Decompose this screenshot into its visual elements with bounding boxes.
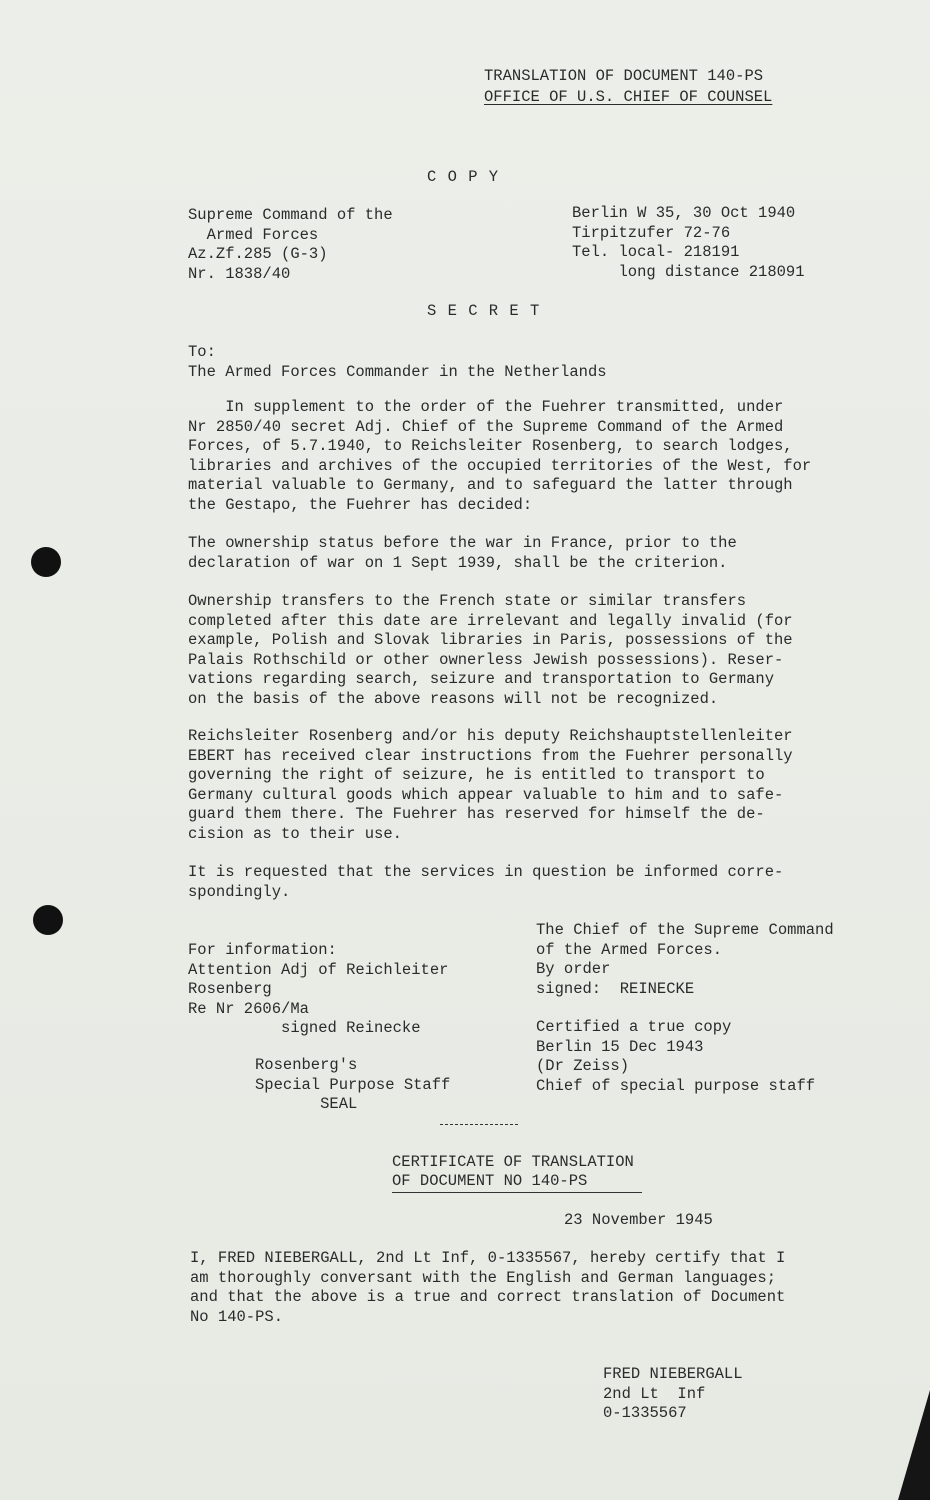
body-paragraph-5 bbox=[188, 863, 783, 902]
info-line: signed Reinecke bbox=[188, 1019, 421, 1037]
certified-line: (Dr Zeiss) bbox=[536, 1057, 630, 1075]
body-line: on the basis of the above reasons will not be recognized. bbox=[188, 689, 719, 708]
recipient-to: To: bbox=[188, 343, 216, 361]
punch-hole bbox=[31, 547, 61, 577]
body-paragraph-4 bbox=[188, 727, 793, 844]
translator-line: 2nd Lt Inf bbox=[603, 1384, 706, 1403]
body-line: governing the right of seizure, he is entitled to transport to bbox=[188, 766, 765, 784]
signature-line: signed: REINECKE bbox=[536, 979, 695, 998]
address-line: Tel. local- 218191 bbox=[572, 243, 740, 261]
translator-signature bbox=[603, 1365, 743, 1424]
body-line: Forces, of 5.7.1940, to Reichsleiter Rosenberg, to search lodges, bbox=[188, 437, 793, 455]
certificate-title-2: OF DOCUMENT NO 140-PS bbox=[392, 1172, 588, 1190]
body-line: libraries and archives of the occupied territories of the West, for bbox=[188, 456, 812, 475]
body-line: In supplement to the order of the Fuehrer transmitted, under bbox=[188, 398, 784, 416]
certificate-line: am thoroughly conversant with the English and German languages; bbox=[190, 1268, 776, 1287]
certificate-text bbox=[190, 1249, 785, 1327]
body-line: Reichsleiter Rosenberg and/or his deputy Reichshauptstellenleiter bbox=[188, 727, 793, 745]
body-line: guard them there. The Fuehrer has reserved for himself the de- bbox=[188, 805, 765, 823]
translator-line: 0-1335567 bbox=[603, 1404, 687, 1422]
body-line: example, Polish and Slovak libraries in Paris, possessions of the bbox=[188, 631, 793, 649]
body-line: vations regarding search, seizure and transportation to Germany bbox=[188, 670, 774, 688]
body-line: It is requested that the services in question be informed corre- bbox=[188, 863, 784, 881]
body-line: The ownership status before the war in France, prior to the bbox=[188, 534, 737, 552]
seal-line: SEAL bbox=[255, 1095, 358, 1113]
info-line: For information: bbox=[188, 941, 337, 959]
footer-right-signature bbox=[536, 921, 834, 999]
translator-line: FRED NIEBERGALL bbox=[603, 1365, 743, 1383]
body-line: Germany cultural goods which appear valuable to him and to safe- bbox=[188, 785, 784, 804]
recipient-block bbox=[188, 343, 607, 382]
info-line: Re Nr 2606/Ma bbox=[188, 999, 309, 1018]
body-line: Palais Rothschild or other ownerless Jewish possessions). Reser- bbox=[188, 650, 784, 669]
certified-copy-block bbox=[536, 1018, 815, 1096]
header-line-2: OFFICE OF U.S. CHIEF OF COUNSEL bbox=[484, 88, 773, 106]
section-divider bbox=[440, 1124, 518, 1125]
body-paragraph-2 bbox=[188, 534, 737, 573]
info-line: Rosenberg bbox=[188, 980, 272, 998]
signature-line: By order bbox=[536, 960, 611, 978]
body-line: the Gestapo, the Fuehrer has decided: bbox=[188, 495, 533, 514]
body-line: EBERT has received clear instructions from the Fuehrer personally bbox=[188, 746, 793, 765]
body-line: cision as to their use. bbox=[188, 824, 402, 843]
signature-line: of the Armed Forces. bbox=[536, 940, 723, 959]
punch-hole bbox=[33, 905, 63, 935]
certified-line: Chief of special purpose staff bbox=[536, 1076, 816, 1095]
sender-line: Nr. 1838/40 bbox=[188, 264, 291, 283]
recipient-name: The Armed Forces Commander in the Netherlands bbox=[188, 362, 607, 381]
certificate-title-1: CERTIFICATE OF TRANSLATION bbox=[392, 1153, 634, 1171]
sender-line: Az.Zf.285 (G-3) bbox=[188, 245, 328, 263]
seal-line: Special Purpose Staff bbox=[255, 1075, 451, 1094]
certificate-date: 23 November 1945 bbox=[564, 1211, 713, 1229]
address-line: long distance 218091 bbox=[572, 262, 805, 281]
body-paragraph-3 bbox=[188, 592, 793, 709]
certified-line: Berlin 15 Dec 1943 bbox=[536, 1037, 704, 1056]
folded-corner bbox=[898, 1390, 930, 1500]
sender-line: Supreme Command of the bbox=[188, 206, 393, 224]
certificate-line: No 140-PS. bbox=[190, 1307, 284, 1326]
address-line: Tirpitzufer 72-76 bbox=[572, 223, 731, 242]
address-line: Berlin W 35, 30 Oct 1940 bbox=[572, 204, 796, 222]
sender-block bbox=[188, 206, 393, 284]
body-line: Nr 2850/40 secret Adj. Chief of the Supreme Command of the Armed bbox=[188, 417, 784, 436]
signature-line: The Chief of the Supreme Command bbox=[536, 921, 834, 939]
info-line: Attention Adj of Reichleiter bbox=[188, 960, 449, 979]
body-line: completed after this date are irrelevant and legally invalid (for bbox=[188, 611, 793, 630]
certificate-line: and that the above is a true and correct translation of Document bbox=[190, 1288, 786, 1306]
body-line: material valuable to Germany, and to safeguard the latter through bbox=[188, 476, 793, 494]
body-line: declaration of war on 1 Sept 1939, shall be the criterion. bbox=[188, 553, 728, 572]
footer-left-info bbox=[188, 941, 448, 1039]
body-line: spondingly. bbox=[188, 882, 291, 901]
secret-label: S E C R E T bbox=[427, 302, 541, 320]
body-paragraph-1 bbox=[188, 398, 811, 515]
certified-line: Certified a true copy bbox=[536, 1018, 732, 1036]
address-block bbox=[572, 204, 805, 282]
seal-line: Rosenberg's bbox=[255, 1056, 358, 1074]
header-line-1: TRANSLATION OF DOCUMENT 140-PS bbox=[484, 67, 764, 85]
body-line: Ownership transfers to the French state or similar transfers bbox=[188, 592, 747, 610]
seal-block bbox=[255, 1056, 450, 1115]
sender-line: Armed Forces bbox=[188, 225, 319, 244]
certificate-line: I, FRED NIEBERGALL, 2nd Lt Inf, 0-1335567, hereby certify that I bbox=[190, 1249, 786, 1267]
certificate-title-underline bbox=[392, 1192, 642, 1193]
copy-label: C O P Y bbox=[427, 168, 500, 186]
